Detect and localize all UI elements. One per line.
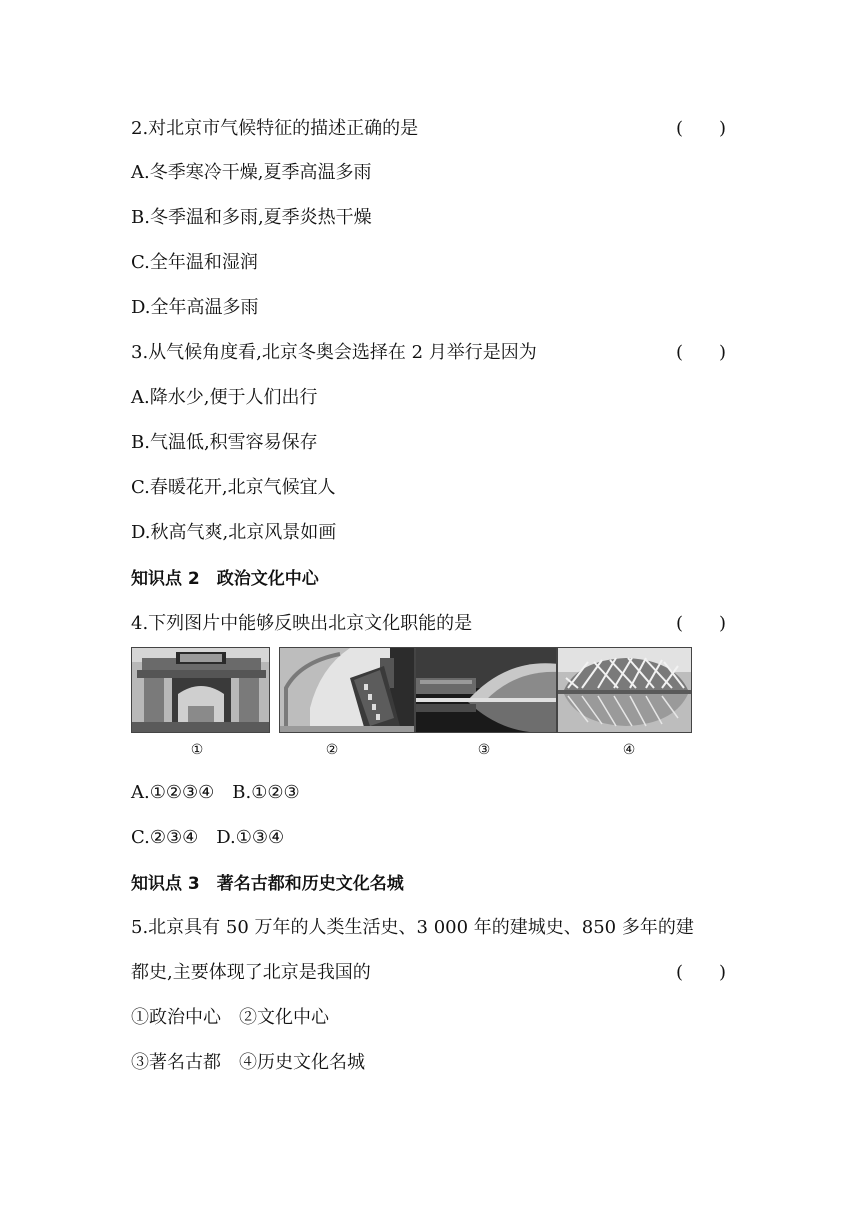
q5-options-row-1: ①政治中心 ②文化中心 [131,1007,329,1028]
photo-caption-2: ② [325,742,339,758]
q3-option-c: C.春暖花开,北京气候宜人 [131,477,336,498]
q3-stem: 3.从气候角度看,北京冬奥会选择在 2 月举行是因为 [131,342,537,363]
q4-options-row-2: C.②③④ D.①③④ [131,827,285,848]
section-heading-2: 知识点 2 政治文化中心 [131,569,319,589]
section-heading-3: 知识点 3 著名古都和历史文化名城 [131,874,404,894]
q3-answer-paren: ( ) [676,342,727,363]
photo-caption-3: ③ [477,742,491,758]
q2-option-c: C.全年温和湿润 [131,252,258,273]
q5-answer-paren: ( ) [676,962,727,983]
q2-option-d: D.全年高温多雨 [131,297,259,318]
q4-options-row-1: A.①②③④ B.①②③ [131,782,300,803]
q5-options-row-2: ③著名古都 ④历史文化名城 [131,1052,365,1073]
q4-stem: 4.下列图片中能够反映出北京文化职能的是 [131,613,473,634]
photo-caption-4: ④ [622,742,636,758]
q2-option-b: B.冬季温和多雨,夏季炎热干燥 [131,207,372,228]
photo-caption-1: ① [190,742,204,758]
q3-option-b: B.气温低,积雪容易保存 [131,432,318,453]
photo-3-grand-theatre [415,647,557,733]
q4-answer-paren: ( ) [676,613,727,634]
q3-option-d: D.秋高气爽,北京风景如画 [131,522,337,543]
q5-stem-line-2: 都史,主要体现了北京是我国的 [131,962,371,983]
q2-stem: 2.对北京市气候特征的描述正确的是 [131,118,419,139]
photo-1-university-gate [131,647,270,733]
q2-option-a: A.冬季寒冷干燥,夏季高温多雨 [131,162,372,183]
photo-2-court-gate [279,647,415,733]
q3-option-a: A.降水少,便于人们出行 [131,387,318,408]
q2-answer-paren: ( ) [676,118,727,139]
photo-4-birds-nest-stadium [557,647,692,733]
q5-stem-line-1: 5.北京具有 50 万年的人类生活史、3 000 年的建城史、850 多年的建 [131,917,694,938]
